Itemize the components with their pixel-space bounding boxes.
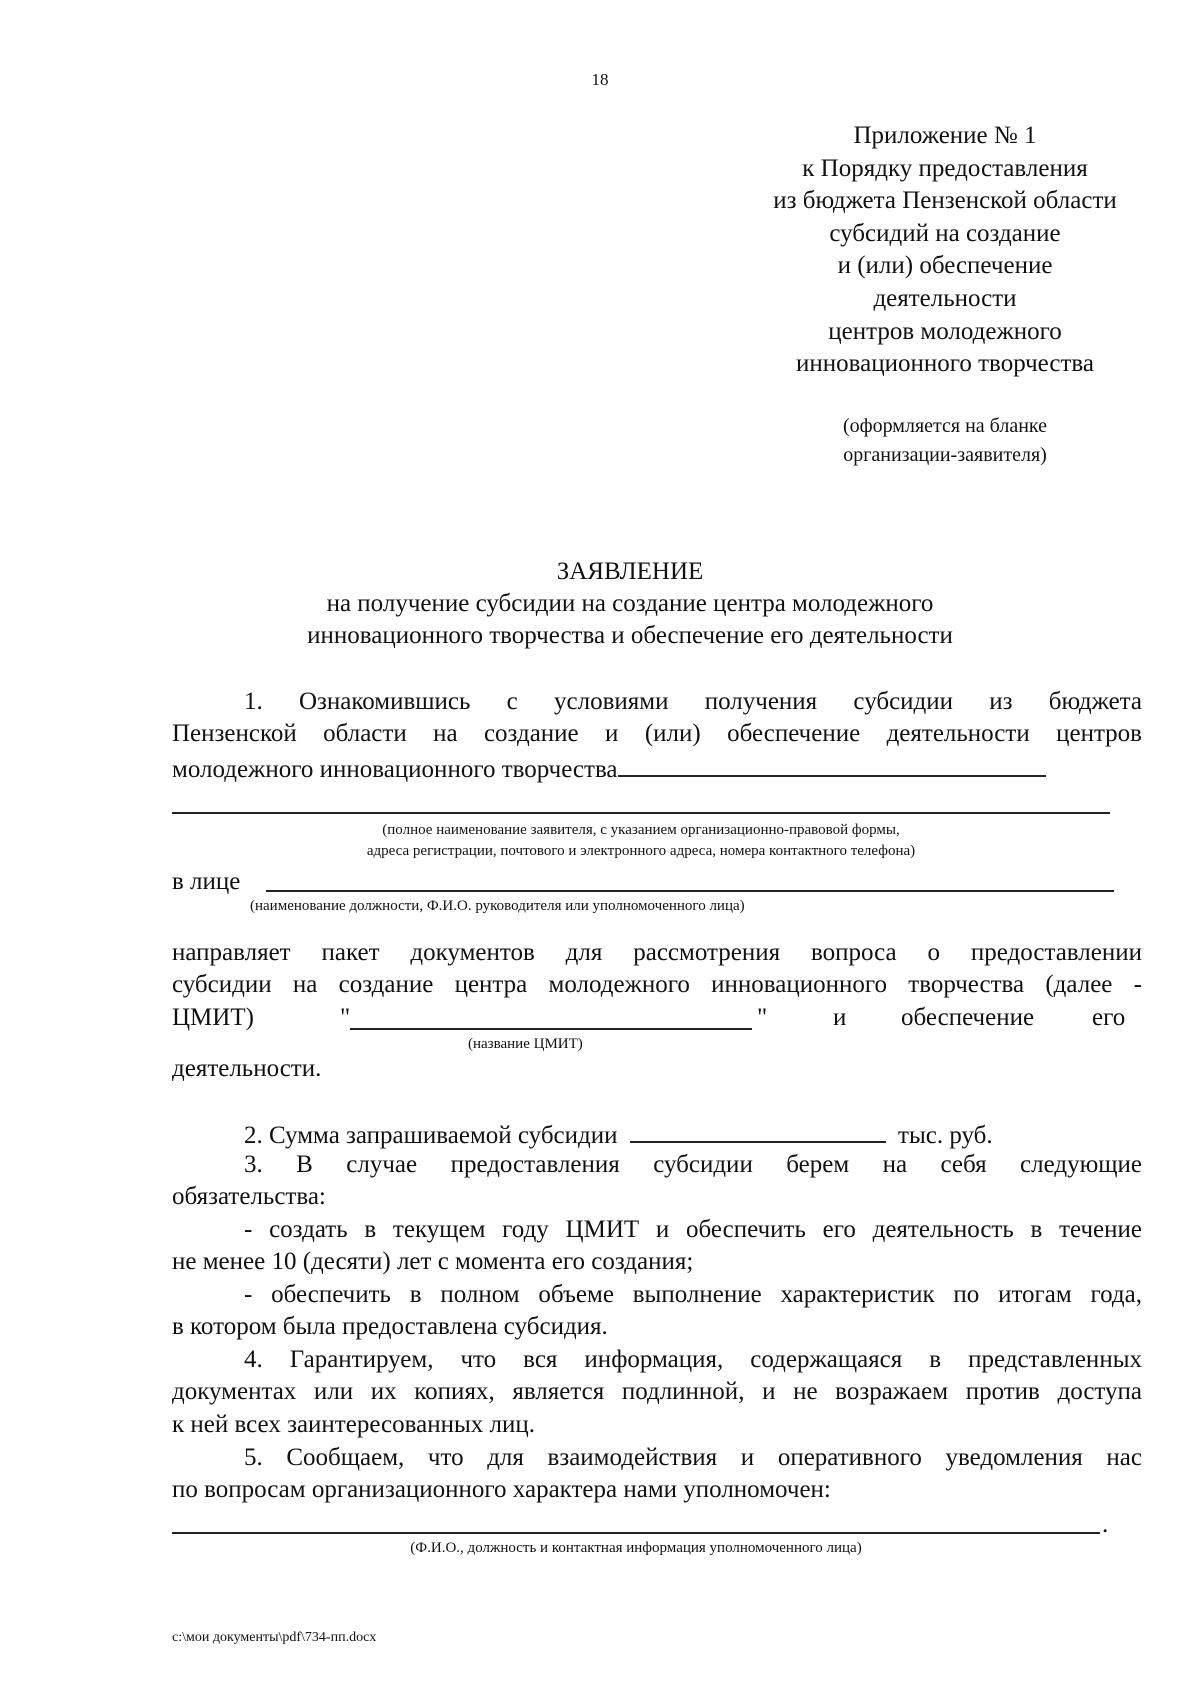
title-subtitle-2: инновационного творчества и обеспечение его деятельности	[307, 622, 953, 649]
applicant-hint	[172, 820, 1110, 862]
representative-field[interactable]	[266, 890, 1114, 892]
word-its: его	[1092, 1004, 1126, 1031]
subsidy-amount-label: 2. Сумма запрашиваемой субсидии	[244, 1122, 618, 1149]
appendix-note-line: (оформляется на бланке	[842, 415, 1047, 437]
cmit-name-field[interactable]	[350, 1028, 752, 1030]
representative-hint: (наименование должности, Ф.И.О. руководителя или уполномоченного лица)	[250, 898, 745, 914]
applicant-name-field-line-2[interactable]	[172, 812, 1110, 814]
subsidy-amount-field[interactable]	[630, 1117, 886, 1143]
end-dot: .	[1102, 1511, 1109, 1538]
subsidy-amount-unit: тыс. руб.	[898, 1122, 993, 1149]
paragraph-2	[244, 1117, 993, 1152]
p3-bullet-1-line-2: не менее 10 (десяти) лет с момента его создания;	[172, 1248, 694, 1276]
applicant-hint-line-1: (полное наименование заявителя, с указанием организационно-правовой формы,	[382, 822, 900, 838]
p3-line-2: обязательства:	[172, 1183, 326, 1211]
p4-line-3: к ней всех заинтересованных лиц.	[172, 1410, 536, 1438]
p5-line-1: 5. Сообщаем, что для взаимодействия и оперативного уведомления нас	[244, 1444, 1142, 1471]
quote-open: "	[340, 1004, 351, 1031]
title-subtitle-1: на получение субсидии на создание центра молодежного	[326, 590, 934, 617]
authorized-person-hint: (Ф.И.О., должность и контактная информация уполномоченного лица)	[410, 1540, 862, 1556]
p3-bullet-1-line-1: - создать в текущем году ЦМИТ и обеспечить его деятельность в течение	[244, 1215, 1142, 1243]
appendix-line: субсидий на создание	[829, 219, 1061, 247]
paragraph-3	[172, 1149, 1142, 1343]
appendix-line: центров молодежного	[828, 317, 1062, 345]
title-heading: ЗАЯВЛЕНИЕ	[556, 558, 704, 585]
authorized-person-field[interactable]	[172, 1532, 1100, 1534]
word-and: и	[833, 1004, 847, 1031]
p5-line-2: по вопросам организационного характера нами уполномочен:	[172, 1476, 831, 1504]
page-number: 18	[591, 70, 609, 89]
p1b-line-1: направляет пакет документов для рассмотрения вопроса о предоставлении	[172, 939, 1142, 966]
appendix-header	[720, 120, 1170, 381]
p1b-line-4: деятельности.	[172, 1055, 322, 1082]
paragraph-5	[172, 1442, 1142, 1507]
p1b-line-2: субсидии на создание центра молодежного инновационного творчества (далее -	[172, 971, 1142, 999]
appendix-line: Приложение № 1	[853, 122, 1037, 149]
p4-line-2: документах или их копиях, является подлинной, и не возражаем против доступа	[172, 1378, 1142, 1406]
cmit-abbrev: ЦМИТ)	[172, 1004, 254, 1031]
applicant-name-field[interactable]	[618, 751, 1046, 777]
p3-line-1: 3. В случае предоставления субсидии берем на себя следующие	[244, 1151, 1142, 1178]
p1-line-3-text: молодежного инновационного творчества	[172, 755, 618, 783]
appendix-note	[780, 412, 1110, 470]
paragraph-1	[172, 686, 1142, 786]
appendix-line: инновационного творчества	[796, 350, 1094, 378]
appendix-line: из бюджета Пензенской области	[773, 187, 1117, 215]
p1-line-3	[172, 751, 1142, 786]
word-provision: обеспечение	[901, 1004, 1035, 1031]
p1-line-1: 1. Ознакомившись с условиями получения субсидии из бюджета	[244, 688, 1142, 715]
p1-line-2: Пензенской области на создание и (или) обеспечение деятельности центров	[172, 720, 1142, 748]
cmit-name-hint: (название ЦМИТ)	[468, 1036, 583, 1052]
paragraph-1-continuation	[172, 937, 1142, 1002]
appendix-line: к Порядку предоставления	[802, 154, 1088, 182]
document-title	[0, 556, 1200, 652]
in-person-label: в лице	[172, 868, 241, 895]
appendix-line: деятельности	[873, 284, 1017, 312]
appendix-note-line: организации-заявителя)	[843, 444, 1047, 466]
p4-line-1: 4. Гарантируем, что вся информация, содержащаяся в представленных	[244, 1346, 1142, 1373]
quote-close: "	[757, 1004, 768, 1031]
appendix-line: и (или) обеспечение	[837, 252, 1053, 280]
paragraph-4	[172, 1344, 1142, 1441]
applicant-hint-line-2: адреса регистрации, почтового и электронного адреса, номера контактного телефона)	[366, 843, 916, 859]
p3-bullet-2-line-1: - обеспечить в полном объеме выполнение характеристик по итогам года,	[244, 1280, 1142, 1308]
p3-bullet-2-line-2: в котором была предоставлена субсидия.	[172, 1313, 608, 1341]
file-path-footer: c:\мои документы\pdf\734-пп.docx	[172, 1630, 377, 1645]
